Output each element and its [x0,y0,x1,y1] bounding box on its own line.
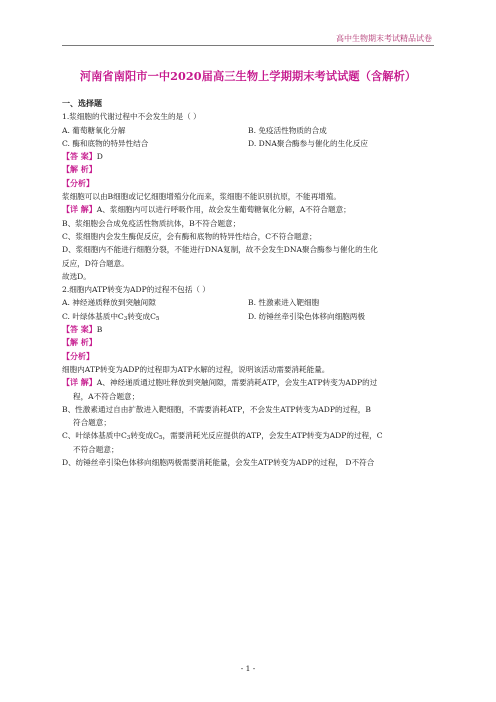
q1-detail-b: B、浆细胞会合成免疫活性物质抗体，B不符合题意； [62,218,241,228]
subscript: 5 [158,435,163,442]
detail-text: A、神经递质通过胞吐释放到突触间隙，需要消耗ATP，会发生ATP转变为ADP的过 [96,378,378,388]
q2-detail-c-1 [62,429,434,442]
q1-option-b: B. 免疫活性物质的合成 [248,125,327,135]
q1-analysis: 浆细胞可以由B细胞或记忆细胞增殖分化而来，浆细胞不能识别抗原，不能再增殖。 [62,192,341,202]
q1-answer [62,150,434,163]
q2-option-a: A. 神经递质释放到突触间隙 [62,298,156,308]
answer-label: 【答 案】 [62,151,97,162]
detail-label: 【详 解】 [62,377,97,388]
q2-detail-b-2: 符合题意； [73,418,111,428]
text: 转变成C [127,311,156,321]
q2-detail-a-2: 程，A不符合题意； [73,391,140,401]
q1-detail-d-1: D、浆细胞内不能进行细胞分裂，不能进行DNA复制，故不会发生DNA聚合酶参与催化的生化 [62,245,378,255]
q2-detail-d: D、纺锤丝牵引染色体移向细胞两极需要消耗能量，会发生ATP转变为ADP的过程， D不符合 [62,458,375,468]
q2-detail-a-1 [62,376,434,389]
q2-fenxi-label: 【分析】 [62,350,94,361]
q2-stem: 2.细胞内ATP转变为ADP的过程不包括（ ） [62,285,210,295]
document-body [62,97,434,469]
q1-conclusion: 故选D。 [62,271,91,281]
q1-detail-c: C、浆细胞内会发生酶促反应，会有酶和底物的特异性结合，C不符合题意； [62,231,317,241]
q2-options-row-1 [62,296,434,309]
q1-option-d: D. DNA聚合酶参与催化的生化反应 [248,138,368,148]
text: C、叶绿体基质中C [62,431,127,441]
q1-jiexi-label: 【解 析】 [62,164,97,175]
q2-analysis: 细胞内ATP转变为ADP的过程即为ATP水解的过程，说明该活动需要消耗能量。 [62,364,330,374]
q1-detail-a [62,203,434,216]
q1-fenxi-label: 【分析】 [62,177,94,188]
q1-detail-d-2: 反应，D符合题意。 [62,258,129,268]
text: ，需要消耗光反应提供的ATP，会发生ATP转变为ADP的过程，C [162,431,383,441]
text: 转变成C [130,431,159,441]
q2-option-c [62,310,248,323]
section-heading: 一、选择题 [62,98,102,108]
q2-answer [62,323,434,336]
q1-option-a: A. 葡萄糖氧化分解 [62,125,126,135]
header-divider [62,45,434,46]
q2-detail-b-1: B、性激素通过自由扩散进入靶细胞，不需要消耗ATP，不会发生ATP转变为ADP的过程，B [62,404,371,414]
q2-jiexi-label: 【解 析】 [62,337,97,348]
detail-text: A、浆细胞内可以进行呼吸作用，故会发生葡萄糖氧化分解，A不符合题意； [96,205,351,215]
q2-option-b: B. 性激素进入靶细胞 [248,298,320,308]
q1-options-row-1 [62,124,434,137]
answer-label: 【答 案】 [62,324,97,335]
answer-value: B [96,325,103,335]
document-title: 河南省南阳市一中2020届高三生物上学期期末考试试题（含解析） [79,69,417,83]
q1-stem: 1.浆细胞的代谢过程中不会发生的是（ ） [62,112,201,122]
q1-options-row-2 [62,137,434,150]
subscript: 3 [123,315,128,322]
q2-option-d: D. 纺锤丝牵引染色体移向细胞两极 [248,311,365,321]
detail-label: 【详 解】 [62,204,97,215]
text: C. 叶绿体基质中C [62,311,124,321]
q2-options-row-2 [62,310,434,323]
subscript: 3 [126,435,131,442]
q1-option-c: C. 酶和底物的特异性结合 [62,138,149,148]
page-header: 高中生物期末考试精品试卷 [336,34,432,43]
q2-detail-c-2: 不符合题意； [73,444,119,454]
page-number: - 1 - [240,664,256,673]
subscript: 5 [155,315,160,322]
answer-value: D [96,152,103,162]
